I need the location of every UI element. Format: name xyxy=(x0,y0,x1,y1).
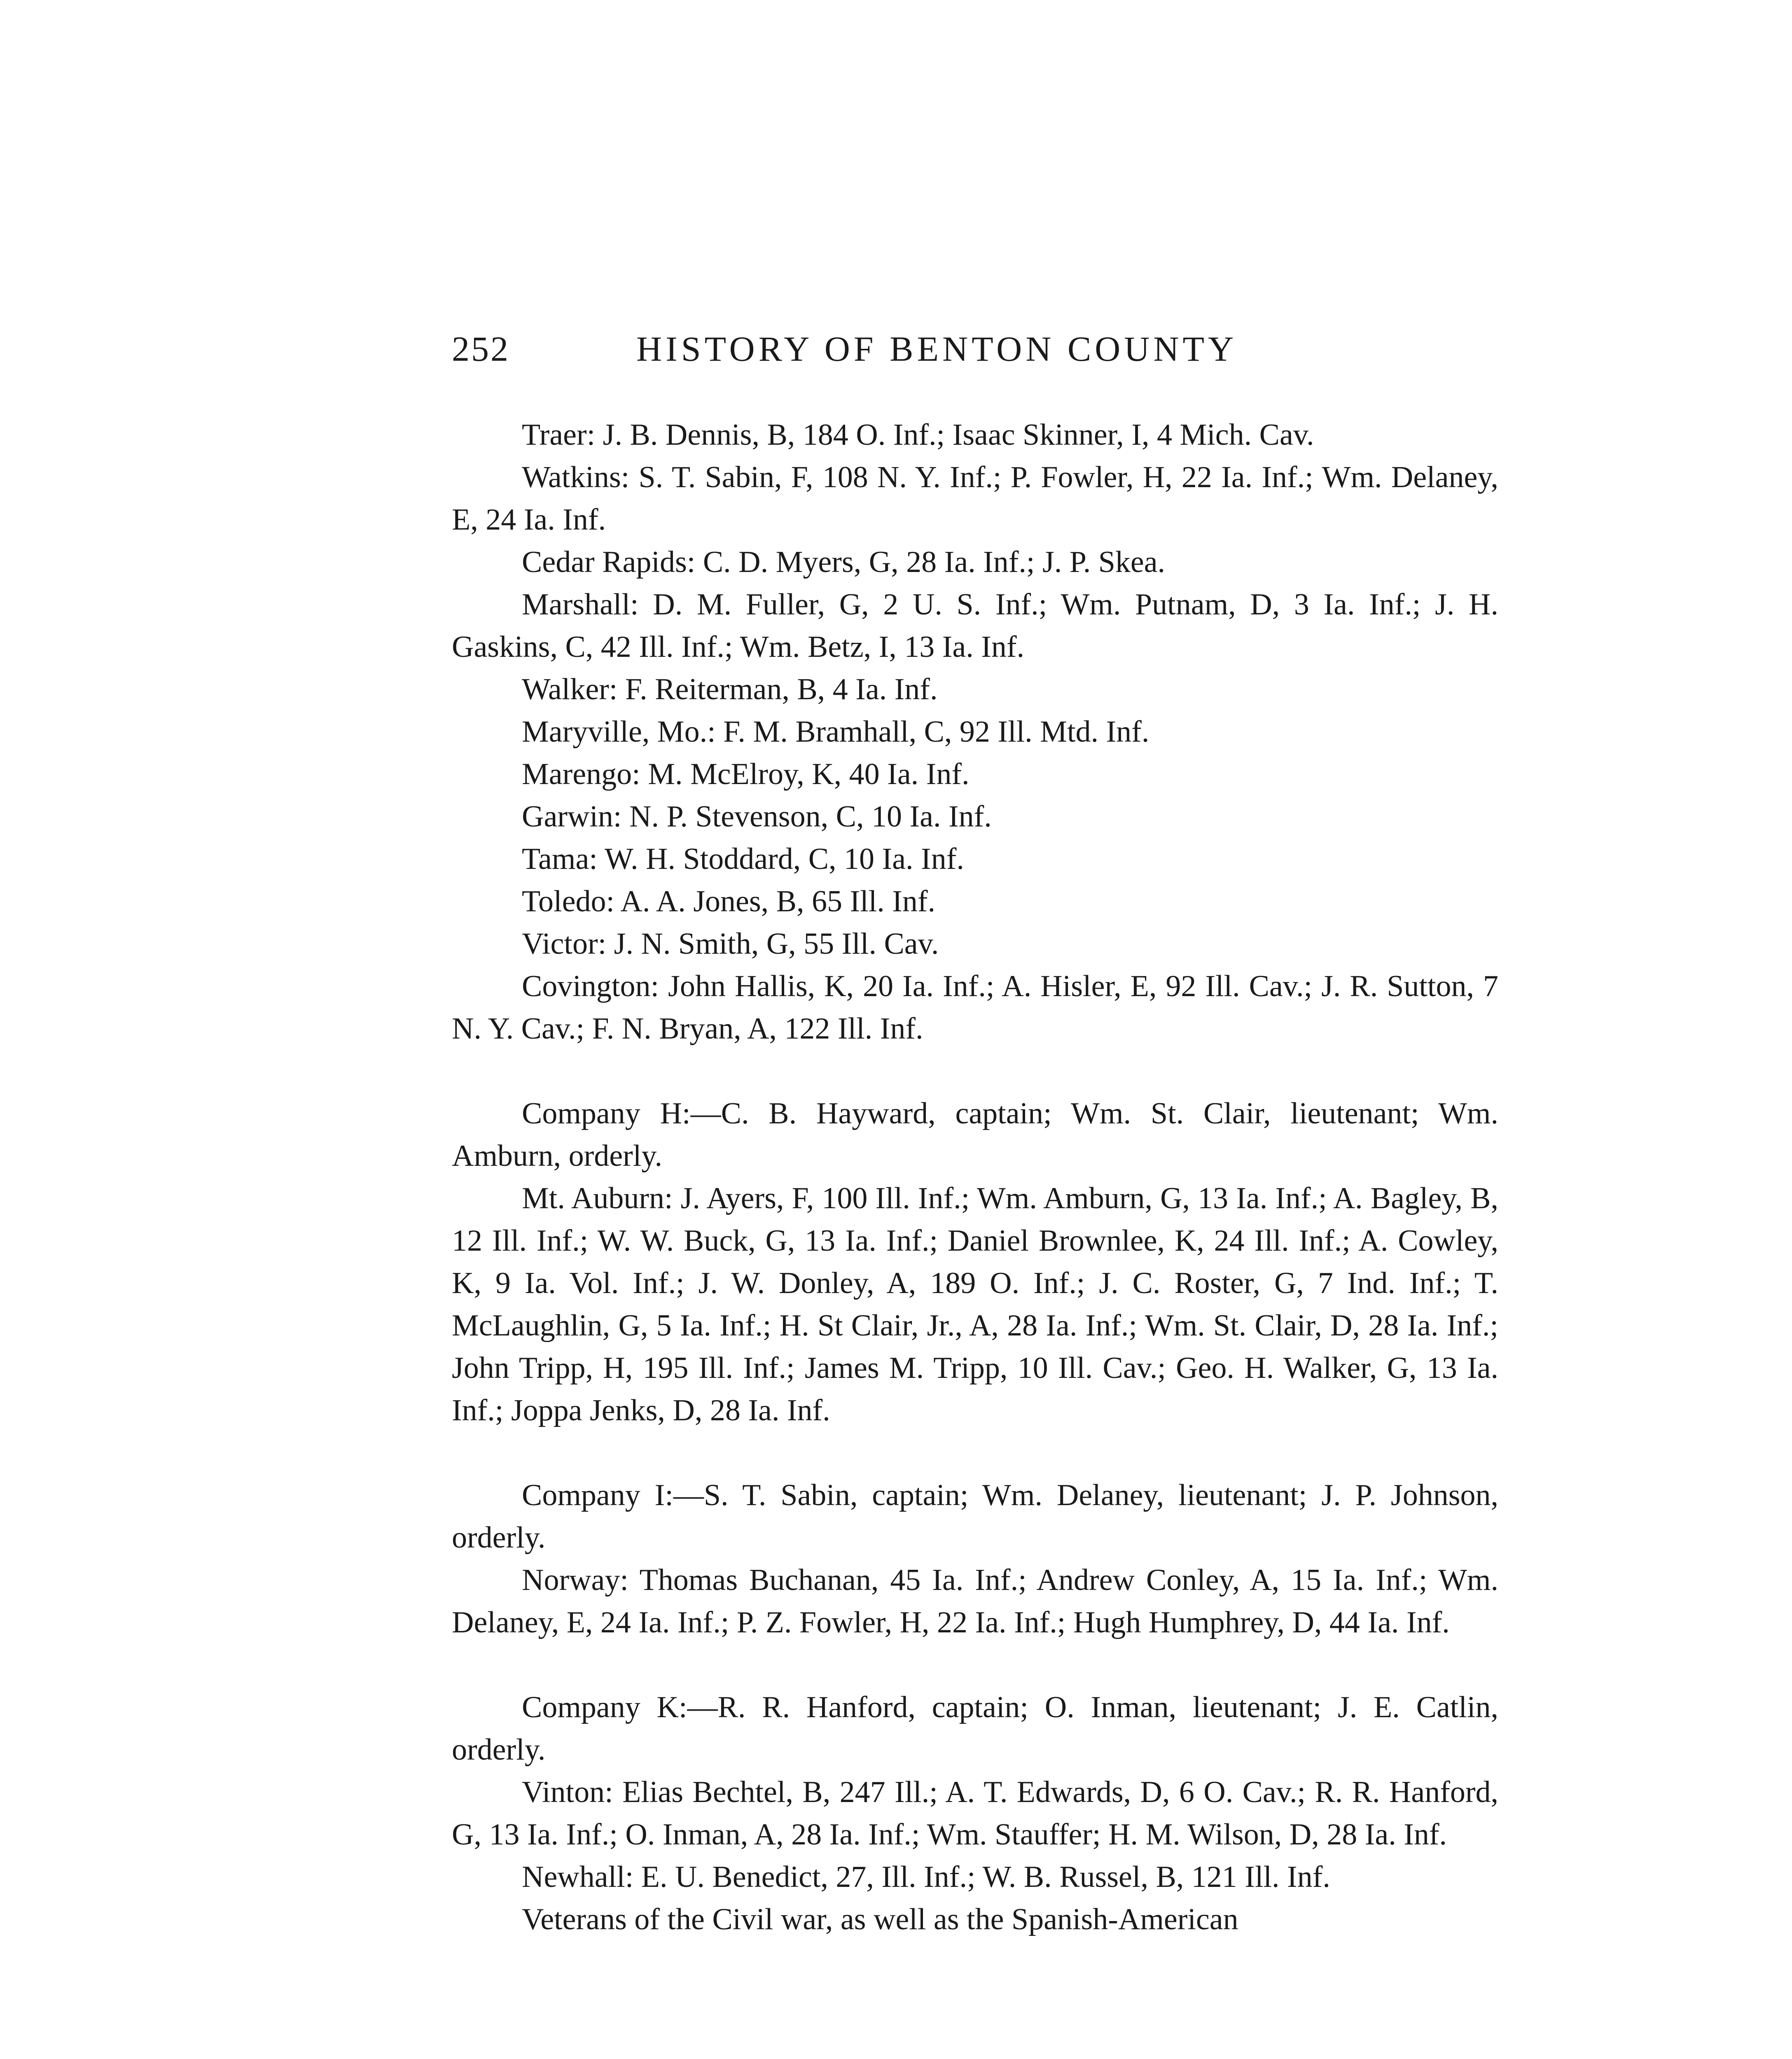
place-name: Marshall: xyxy=(522,588,639,621)
roster-names: S. T. Sabin, F, 108 N. Y. Inf.; P. Fowler, H, 22 Ia. Inf.; Wm. Delaney, E, 24 Ia. Inf. xyxy=(452,460,1498,537)
roster-names: J. Ayers, F, 100 Ill. Inf.; Wm. Amburn, G, 13 Ia. Inf.; A. Bagley, B, 12 Ill. Inf.; W. W. Buck, G, 13 Ia. Inf.; Daniel Brownlee, K, 24 Ill. Inf.; A. Cowley, K, 9 Ia. Vol. Inf.; J. W. Donley, A, 189 O. Inf.; J. C. Roster, G, 7 Ind. Inf.; T. McLaughlin, G, 5 Ia. Inf.; H. St Clair, Jr., A, 28 Ia. Inf.; Wm. St. Clair, D, 28 Ia. Inf.; John Tripp, H, 195 Ill. Inf.; James M. Tripp, 10 Ill. Cav.; Geo. H. Walker, G, 13 Ia. Inf.; Joppa Jenks, D, 28 Ia. Inf. xyxy=(452,1181,1498,1427)
roster-entry-mt-auburn xyxy=(452,1177,1498,1432)
place-name: Traer: xyxy=(522,418,596,452)
roster-names: John Hallis, K, 20 Ia. Inf.; A. Hisler, E, 92 Ill. Cav.; J. R. Sutton, 7 N. Y. Cav.; F. N. Bryan, A, 122 Ill. Inf. xyxy=(452,969,1498,1046)
place-name: Walker: xyxy=(522,672,618,706)
place-name: Cedar Rapids: xyxy=(522,545,696,579)
roster-names: J. B. Dennis, B, 184 O. Inf.; Isaac Skinner, I, 4 Mich. Cav. xyxy=(595,418,1314,452)
roster-entry-walker xyxy=(452,668,1498,711)
roster-entry-traer xyxy=(452,414,1498,456)
roster-entry-cedar-rapids xyxy=(452,541,1498,584)
roster-entry-marengo xyxy=(452,753,1498,796)
roster-entry-vinton xyxy=(452,1771,1498,1856)
roster-names: E. U. Benedict, 27, Ill. Inf.; W. B. Russel, B, 121 Ill. Inf. xyxy=(633,1860,1330,1894)
place-name: Watkins: xyxy=(522,460,630,494)
page-number: 252 xyxy=(452,329,510,369)
roster-entry-covington xyxy=(452,965,1498,1050)
roster-entry-norway xyxy=(452,1559,1498,1644)
roster-entry-marshall xyxy=(452,584,1498,668)
place-name: Victor: xyxy=(522,927,607,961)
roster-entry-toledo xyxy=(452,880,1498,923)
roster-names: J. N. Smith, G, 55 Ill. Cav. xyxy=(606,927,939,961)
company-h-heading: Company H:—C. B. Hayward, captain; Wm. St. Clair, lieutenant; Wm. Amburn, orderly. xyxy=(452,1097,1498,1173)
place-name: Covington: xyxy=(522,969,659,1003)
roster-names: D. M. Fuller, G, 2 U. S. Inf.; Wm. Putnam, D, 3 Ia. Inf.; J. H. Gaskins, C, 42 Ill. Inf.; Wm. Betz, I, 13 Ia. Inf. xyxy=(452,588,1498,664)
closing-paragraph: Veterans of the Civil war, as well as the Spanish-American xyxy=(522,1903,1238,1936)
roster-entry-newhall xyxy=(452,1856,1498,1898)
roster-entry-maryville xyxy=(452,711,1498,753)
roster-names: Thomas Buchanan, 45 Ia. Inf.; Andrew Conley, A, 15 Ia. Inf.; Wm. Delaney, E, 24 Ia. Inf.; P. Z. Fowler, H, 22 Ia. Inf.; Hugh Humphrey, D, 44 Ia. Inf. xyxy=(452,1563,1498,1639)
place-name: Garwin: xyxy=(522,800,622,833)
roster-names: W. H. Stoddard, C, 10 Ia. Inf. xyxy=(597,842,964,876)
body-text xyxy=(452,414,1498,1941)
place-name: Mt. Auburn: xyxy=(522,1181,673,1215)
place-name: Marengo: xyxy=(522,757,640,791)
roster-names: A. A. Jones, B, 65 Ill. Inf. xyxy=(614,885,936,918)
place-name: Newhall: xyxy=(522,1860,634,1894)
roster-names: F. M. Bramhall, C, 92 Ill. Mtd. Inf. xyxy=(715,715,1149,749)
running-title: HISTORY OF BENTON COUNTY xyxy=(636,329,1238,369)
roster-entry-victor xyxy=(452,923,1498,965)
company-i-heading: Company I:—S. T. Sabin, captain; Wm. Delaney, lieutenant; J. P. Johnson, orderly. xyxy=(452,1478,1498,1555)
roster-names: M. McElroy, K, 40 Ia. Inf. xyxy=(640,757,970,791)
running-head xyxy=(452,326,1498,371)
place-name: Norway: xyxy=(522,1563,628,1597)
place-name: Toledo: xyxy=(522,885,614,918)
place-name: Vinton: xyxy=(522,1775,613,1809)
place-name: Maryville, Mo.: xyxy=(522,715,716,749)
company-k-heading: Company K:—R. R. Hanford, captain; O. Inman, lieutenant; J. E. Catlin, orderly. xyxy=(452,1690,1498,1767)
place-name: Tama: xyxy=(522,842,598,876)
roster-entry-garwin xyxy=(452,796,1498,838)
roster-entry-tama xyxy=(452,838,1498,880)
roster-names: Elias Bechtel, B, 247 Ill.; A. T. Edwards, D, 6 O. Cav.; R. R. Hanford, G, 13 Ia. Inf.; O. Inman, A, 28 Ia. Inf.; Wm. Stauffer; H. M. Wilson, D, 28 Ia. Inf. xyxy=(452,1775,1498,1851)
roster-names: N. P. Stevenson, C, 10 Ia. Inf. xyxy=(621,800,992,833)
roster-names: C. D. Myers, G, 28 Ia. Inf.; J. P. Skea. xyxy=(695,545,1166,579)
roster-names: F. Reiterman, B, 4 Ia. Inf. xyxy=(617,672,938,706)
roster-entry-watkins xyxy=(452,456,1498,541)
